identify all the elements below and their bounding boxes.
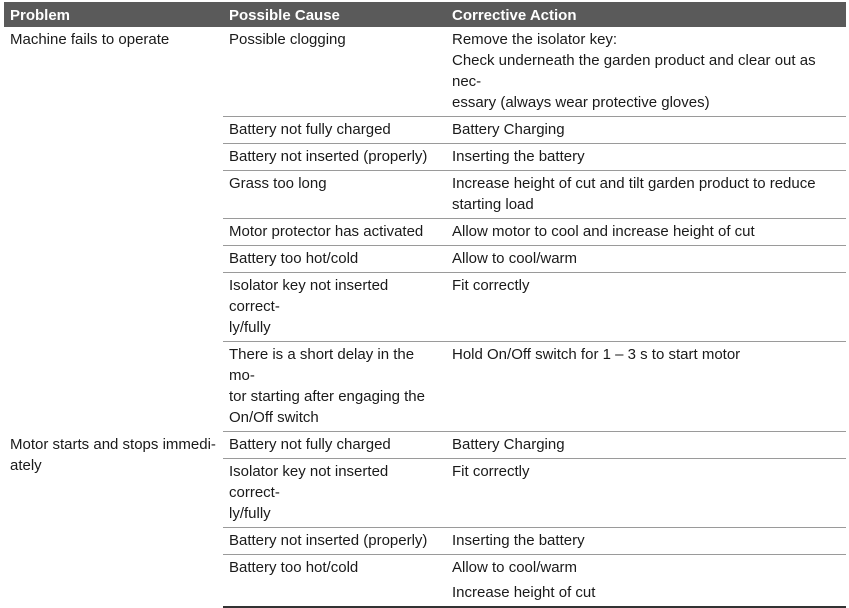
action-cell bbox=[446, 219, 846, 246]
action-cell bbox=[446, 459, 846, 528]
action-text: Hold On/Off switch for 1 – 3 s to start motor bbox=[452, 346, 741, 363]
cause-cell bbox=[223, 342, 446, 432]
cause-line: Isolator key not inserted correct- bbox=[229, 463, 389, 501]
troubleshooting-table bbox=[4, 2, 846, 608]
cause-text: Battery not fully charged bbox=[229, 121, 391, 138]
cause-text: Battery too hot/cold bbox=[229, 559, 359, 576]
cause-line: ly/fully bbox=[229, 505, 271, 522]
action-text: Battery Charging bbox=[452, 436, 565, 453]
action-line: Increase height of cut bbox=[452, 584, 596, 601]
cause-line: Isolator key not inserted correct- bbox=[229, 277, 389, 315]
action-text: Inserting the battery bbox=[452, 148, 585, 165]
cause-cell bbox=[223, 219, 446, 246]
action-text: Fit correctly bbox=[452, 277, 530, 294]
action-cell bbox=[446, 117, 846, 144]
header-problem: Problem bbox=[4, 2, 223, 27]
cause-line: ly/fully bbox=[229, 319, 271, 336]
cause-cell bbox=[223, 117, 446, 144]
table-row bbox=[4, 432, 846, 459]
cause-text: Possible clogging bbox=[229, 31, 346, 48]
cause-line: tor starting after engaging the bbox=[229, 388, 425, 405]
cause-cell bbox=[223, 528, 446, 555]
cause-text: Battery not fully charged bbox=[229, 436, 391, 453]
problem-text: Machine fails to operate bbox=[10, 31, 170, 48]
problem-line: ately bbox=[10, 456, 42, 474]
cause-text: Grass too long bbox=[229, 175, 327, 192]
action-cell bbox=[446, 171, 846, 219]
cause-cell bbox=[223, 432, 446, 459]
action-text: Inserting the battery bbox=[452, 532, 585, 549]
action-cell bbox=[446, 555, 846, 608]
action-cell bbox=[446, 246, 846, 273]
table-header-row bbox=[4, 2, 846, 27]
action-cell bbox=[446, 273, 846, 342]
action-text: Allow motor to cool and increase height of cut bbox=[452, 223, 755, 240]
cause-cell bbox=[223, 555, 446, 608]
cause-cell bbox=[223, 144, 446, 171]
action-line: starting load bbox=[452, 196, 534, 213]
cause-cell bbox=[223, 246, 446, 273]
action-cell bbox=[446, 528, 846, 555]
action-line: Allow to cool/warm bbox=[452, 559, 578, 576]
cause-text: Battery too hot/cold bbox=[229, 250, 359, 267]
cause-text: Battery not inserted (properly) bbox=[229, 532, 428, 549]
table-row bbox=[4, 27, 846, 117]
action-line: Check underneath the garden product and clear out as nec- bbox=[452, 52, 816, 90]
cause-text: Battery not inserted (properly) bbox=[229, 148, 428, 165]
cause-cell bbox=[223, 171, 446, 219]
action-text: Battery Charging bbox=[452, 121, 565, 138]
action-line: Remove the isolator key: bbox=[452, 31, 618, 48]
action-text: Allow to cool/warm bbox=[452, 250, 578, 267]
header-possible-cause: Possible Cause bbox=[223, 2, 446, 27]
cause-cell bbox=[223, 27, 446, 117]
cause-line: There is a short delay in the mo- bbox=[229, 346, 415, 384]
cause-cell bbox=[223, 273, 446, 342]
problem-cell bbox=[4, 432, 223, 608]
cause-cell bbox=[223, 459, 446, 528]
action-line: essary (always wear protective gloves) bbox=[452, 94, 710, 111]
action-line: Increase height of cut and tilt garden product to reduce bbox=[452, 175, 816, 192]
action-cell bbox=[446, 432, 846, 459]
action-cell bbox=[446, 342, 846, 432]
problem-cell bbox=[4, 27, 223, 432]
action-cell bbox=[446, 144, 846, 171]
problem-line: Motor starts and stops immedi- bbox=[10, 435, 216, 453]
cause-text: Motor protector has activated bbox=[229, 223, 424, 240]
action-cell bbox=[446, 27, 846, 117]
cause-line: On/Off switch bbox=[229, 409, 319, 426]
header-corrective-action: Corrective Action bbox=[446, 2, 846, 27]
action-text: Fit correctly bbox=[452, 463, 530, 480]
